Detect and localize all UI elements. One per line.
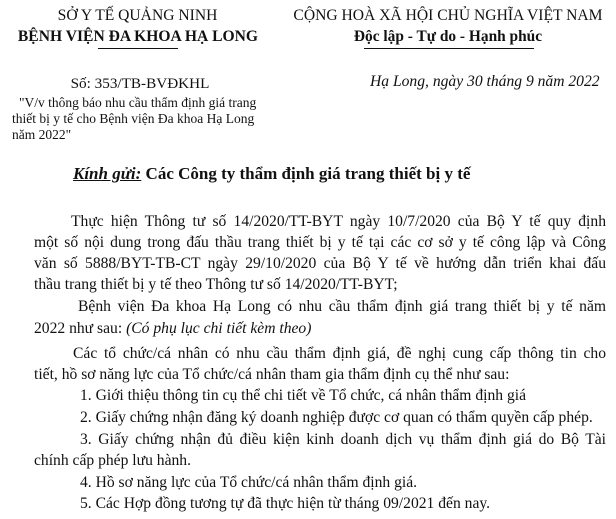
para1-line-1: Thực hiện Thông tư số 14/2020/TT-BYT ngày 10/7/2020 của Bộ Y tế quy định [71, 213, 606, 230]
item-1: 1. Giới thiệu thông tin cụ thể chi tiết về Tổ chức, cá nhân thẩm định giá [80, 387, 526, 404]
item-4: 4. Hồ sơ năng lực của Tổ chức/cá nhân thẩm định giá. [80, 474, 418, 491]
subject-line-2: thiết bị y tế cho Bệnh viện Đa khoa Hạ Long [12, 111, 255, 126]
para2-line-1: Bệnh viện Đa khoa Hạ Long có nhu cầu thẩm định giá trang thiết bị y tế năm [78, 298, 606, 315]
para2-note: (Có phụ lục chi tiết kèm theo) [126, 320, 312, 337]
hospital-name: BỆNH VIỆN ĐA KHOA HẠ LONG [17, 28, 259, 45]
agency-name: SỞ Y TẾ QUẢNG NINH [57, 7, 218, 24]
hospital-underline [98, 48, 178, 49]
para2-line-2 [34, 320, 311, 338]
place-date: Hạ Long, ngày 30 tháng 9 năm 2022 [370, 73, 600, 90]
recipient-label: Kính gửi: [73, 164, 142, 183]
item-3-continued: chính cấp phép lưu hành. [34, 452, 191, 469]
document-number: Số: 353/TB-BVĐKHL [70, 75, 210, 92]
national-motto: Độc lập - Tự do - Hạnh phúc [353, 28, 543, 45]
recipient-text: Các Công ty thẩm định giá trang thiết bị y tế [145, 164, 471, 183]
para2-text: 2022 như sau: [34, 320, 123, 337]
subject-line-3: năm 2022" [12, 127, 72, 142]
para1-line-2: một số nội dung trong đấu thầu trang thiết bị y tế tại các cơ sở y tế công lập và Công [34, 234, 606, 251]
recipient-line [73, 164, 470, 184]
para1-line-4: thầu trang thiết bị y tế theo Thông tư số 14/2020/TT-BYT; [34, 276, 398, 293]
country-name: CỘNG HOÀ XÃ HỘI CHỦ NGHĨA VIỆT NAM [293, 7, 603, 24]
motto-underline [364, 48, 534, 49]
para1-line-3: văn số 5888/BYT-TB-CT ngày 29/10/2020 của Bộ Y tế về hướng dẫn triển khai đấu [34, 255, 606, 272]
item-2: 2. Giấy chứng nhận đăng ký doanh nghiệp được cơ quan có thẩm quyền cấp phép. [80, 409, 593, 426]
para3-line-1: Các tổ chức/cá nhân có nhu cầu thẩm định giá, đề nghị cung cấp thông tin cho [73, 345, 606, 362]
item-5: 5. Các Hợp đồng tương tự đã thực hiện từ tháng 09/2021 đến nay. [80, 495, 491, 512]
item-3: 3. Giấy chứng nhận đủ điều kiện kinh doanh dịch vụ thẩm định giá do Bộ Tài [80, 431, 606, 448]
para3-line-2: tiết, hồ sơ năng lực của Tổ chức/cá nhân tham gia thẩm định cụ thể như sau: [34, 366, 510, 383]
subject-line-1: "V/v thông báo nhu cầu thẩm định giá trang [19, 95, 257, 110]
